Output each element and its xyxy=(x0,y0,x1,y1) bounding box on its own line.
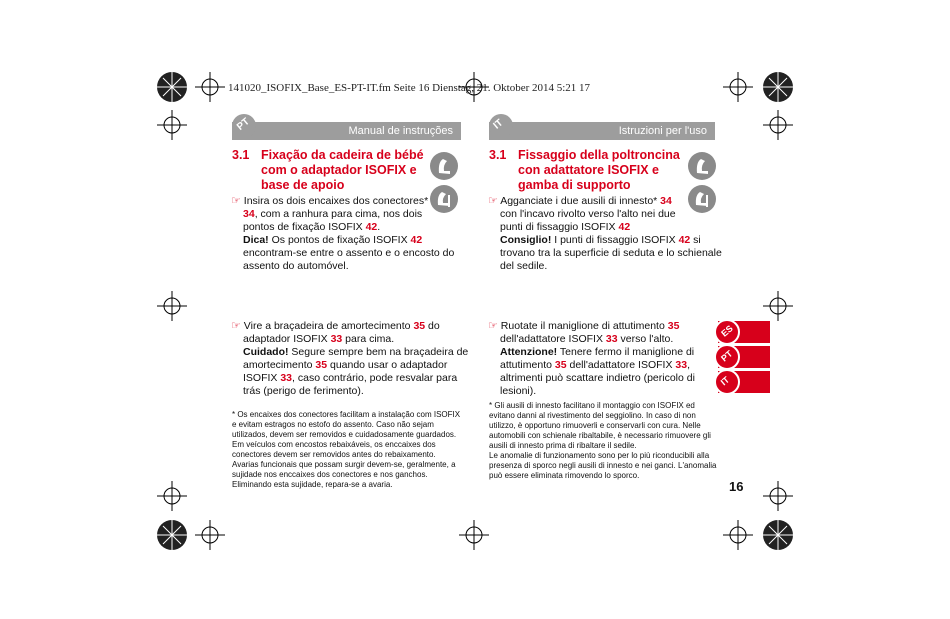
pointing-hand-icon: ☞ xyxy=(488,320,498,332)
side-tab-it[interactable]: IT xyxy=(718,371,770,393)
section-number-it: 3.1 xyxy=(489,148,507,162)
seat-base-icon xyxy=(430,185,458,213)
language-bar-pt xyxy=(232,122,461,140)
manual-title: Manual de instruções xyxy=(348,125,453,137)
child-seat-icon xyxy=(688,152,716,180)
language-tag-it: IT xyxy=(485,118,515,148)
child-seat-icon xyxy=(430,152,458,180)
footnote-it: * Gli ausili di innesto facilitano il montaggio con ISOFIX ed evitano danni al rivestimento del seggiolino. In caso di non utilizzo, è opportuno rimuoverli e conservarli con cura. Nelle automobili con schienale ribaltabile, è necessario rimuovere gli ausili di innesto prima di ribaltare il sedile. Le anomalie di funzionamento sono per lo più riconducibili alla presenza di sporco negli ausili di innesto e nei ganci. L'anomalia può essere eliminata rimovendo lo sporco. xyxy=(489,401,717,480)
section-title: Fixação da cadeira de bébé com o adaptador ISOFIX e base de apoio xyxy=(261,148,424,192)
language-tag-pt: PT xyxy=(228,118,258,148)
step-rotate-handle: ☞ Vire a braçadeira de amortecimento 35 do adaptador ISOFIX 33 para cima. Cuidado! Segure sempre bem na braçadeira de amortecimento 35 quando usar o adaptador ISOFIX 33, caso contrário, pode resvalar para trás (perigo de ferimento). xyxy=(231,320,469,397)
pointing-hand-icon: ☞ xyxy=(231,320,241,332)
section-number: 3.1 xyxy=(232,148,250,162)
step-attach-aids: ☞ Agganciate i due ausili di innesto* 34 con l'incavo rivolto verso l'alto nei due punti di fissaggio ISOFIX 42 Consiglio! I punti di fissaggio ISOFIX 42 si trovano tra la superficie di seduta e lo schienale del sedile. xyxy=(488,195,722,272)
side-tab-pt[interactable]: PT xyxy=(718,346,770,368)
footnote-pt: * Os encaixes dos conectores facilitam a instalação com ISOFIX e evitam estragos no estofo do assento. Caso não sejam utilizados, devem ser removidos e cuidadosamente guardados. Em veículos com encostos rebaixáveis, os enccaixes dos conectores devem ser removidos antes do rebaixamento. Avarias funcionais que possam surgir devem-se, geralmente, a sujidade nos enccaixes dos conectores e nos ganchos. Eliminando esta sujidade, repara-se a avaria. xyxy=(232,410,461,489)
side-tab-es[interactable]: ES xyxy=(718,321,770,343)
manual-title-it: Istruzioni per l'uso xyxy=(618,125,707,137)
page-number: 16 xyxy=(729,479,744,494)
step-rotate-handle-it: ☞ Ruotate il maniglione di attutimento 35 dell'adattatore ISOFIX 33 verso l'alto. Attenzione! Tenere fermo il maniglione di attutimento 35 dell'adattatore ISOFIX 33, altrimenti può scattare indietro (pericolo di lesioni). xyxy=(488,320,695,397)
file-header: 141020_ISOFIX_Base_ES-PT-IT.fm Seite 16 Dienstag, 21. Oktober 2014 5:21 17 xyxy=(228,82,591,94)
section-title-it: Fissaggio della poltroncina con adattatore ISOFIX e gamba di supporto xyxy=(518,148,680,192)
pointing-hand-icon: ☞ xyxy=(488,195,498,207)
step-insert-connectors: ☞ Insira os dois encaixes dos conectores* 34, com a ranhura para cima, nos dois pontos de fixação ISOFIX 42. Dica! Os pontos de fixação ISOFIX 42 encontram-se entre o assento e o encosto do assento do automóvel. xyxy=(231,195,455,272)
language-bar-it xyxy=(489,122,715,140)
pointing-hand-icon: ☞ xyxy=(231,195,241,207)
